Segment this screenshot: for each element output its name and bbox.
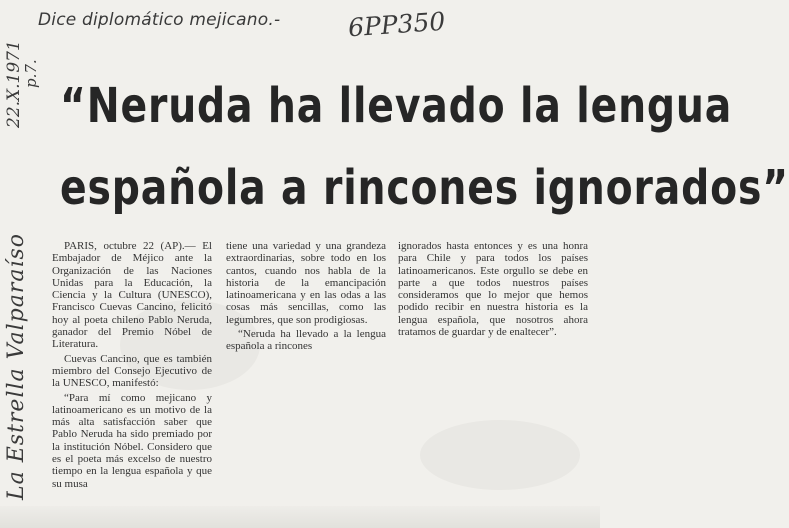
handwritten-date: 22.X.1971 bbox=[4, 40, 24, 128]
kicker-line: Dice diplomático mejicano.- bbox=[38, 10, 281, 30]
article-paragraph: “Para mí como mejicano y latinoamericano es un motivo de la más alta satisfacción saber que Pablo Neruda ha sido premiado por la institución Nóbel. Considero que es el poeta más excelso de nuestro tiempo en la lengua española y que su musa bbox=[52, 391, 212, 490]
article-paragraph: ignorados hasta entonces y es una honra para Chile y para todos los países latinoamericanos. Este orgullo se debe en parte a que todos nuestros países consideramos que lo mejor que hemos podido recibir en nuestra historia es la lengua española, que nosotros ahora tratamos de guardar y de enaltecer”. bbox=[398, 240, 588, 339]
handwritten-page: p.7. bbox=[22, 59, 40, 88]
article-paragraph: PARIS, octubre 22 (AP).— El Embajador de Méjico ante la Organización de las Naciones Unidas para la Educación, la Ciencia y la Cultura (UNESCO), Francisco Cuevas Cancino, felicitó hoy al poeta chileno Pablo Neruda, ganador del Premio Nóbel de Literatura. bbox=[52, 240, 212, 351]
article-column-1 bbox=[52, 240, 212, 492]
handwritten-source: La Estrella Valparaíso bbox=[4, 232, 29, 500]
article-paragraph: “Neruda ha llevado a la lengua española a rincones bbox=[226, 328, 386, 353]
paper-stain bbox=[420, 420, 580, 490]
page-bottom-edge bbox=[0, 506, 600, 528]
headline-line-2: española a rincones ignorados” bbox=[60, 160, 789, 216]
article-paragraph: Cuevas Cancino, que es también miembro del Consejo Ejecutivo de la UNESCO, manifestó: bbox=[52, 352, 212, 390]
headline-line-1: “Neruda ha llevado la lengua bbox=[60, 78, 733, 134]
handwritten-catalog-number: 6PP350 bbox=[347, 6, 447, 43]
article-column-2 bbox=[226, 240, 386, 355]
article-column-3 bbox=[398, 240, 588, 340]
article-paragraph: tiene una variedad y una grandeza extraordinarias, sobre todo en los cantos, cuando nos habla de la historia de la emancipación latinoamericana y en las odas a las cosas más sencillas, como las legumbres, que son prodigiosas. bbox=[226, 240, 386, 326]
